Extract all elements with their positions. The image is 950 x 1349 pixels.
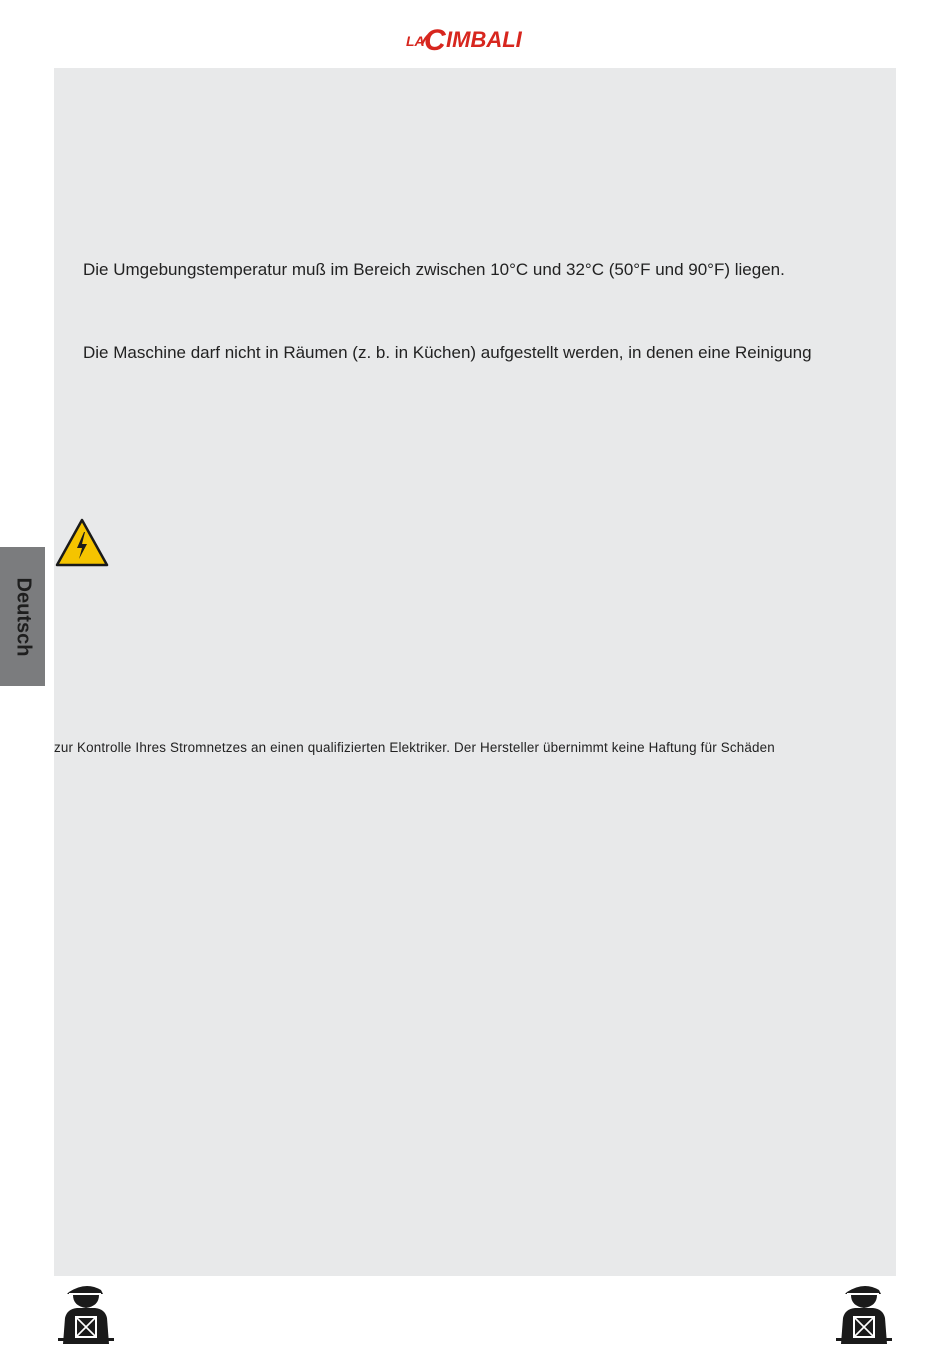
svg-text:IMBALI: IMBALI	[446, 27, 522, 52]
language-tab-label: Deutsch	[12, 577, 34, 656]
brand-logo	[404, 20, 546, 56]
temperature-paragraph: Die Umgebungstemperatur muß im Bereich zwischen 10°C und 32°C (50°F und 90°F) liegen.	[83, 260, 785, 279]
technician-icon	[55, 1282, 117, 1344]
electrician-paragraph: zur Kontrolle Ihres Stromnetzes an einen qualifizierten Elektriker. Der Hersteller übernimmt keine Haftung für Schäden	[54, 740, 775, 755]
rooms-paragraph: Die Maschine darf nicht in Räumen (z. b. in Küchen) aufgestellt werden, in denen eine Reinigung	[83, 343, 812, 362]
electrical-hazard-icon	[55, 518, 109, 567]
svg-text:C: C	[424, 24, 446, 56]
language-tab[interactable]	[0, 547, 45, 686]
technician-icon	[833, 1282, 895, 1344]
svg-text:LA: LA	[406, 33, 425, 49]
content-panel	[54, 68, 896, 1276]
